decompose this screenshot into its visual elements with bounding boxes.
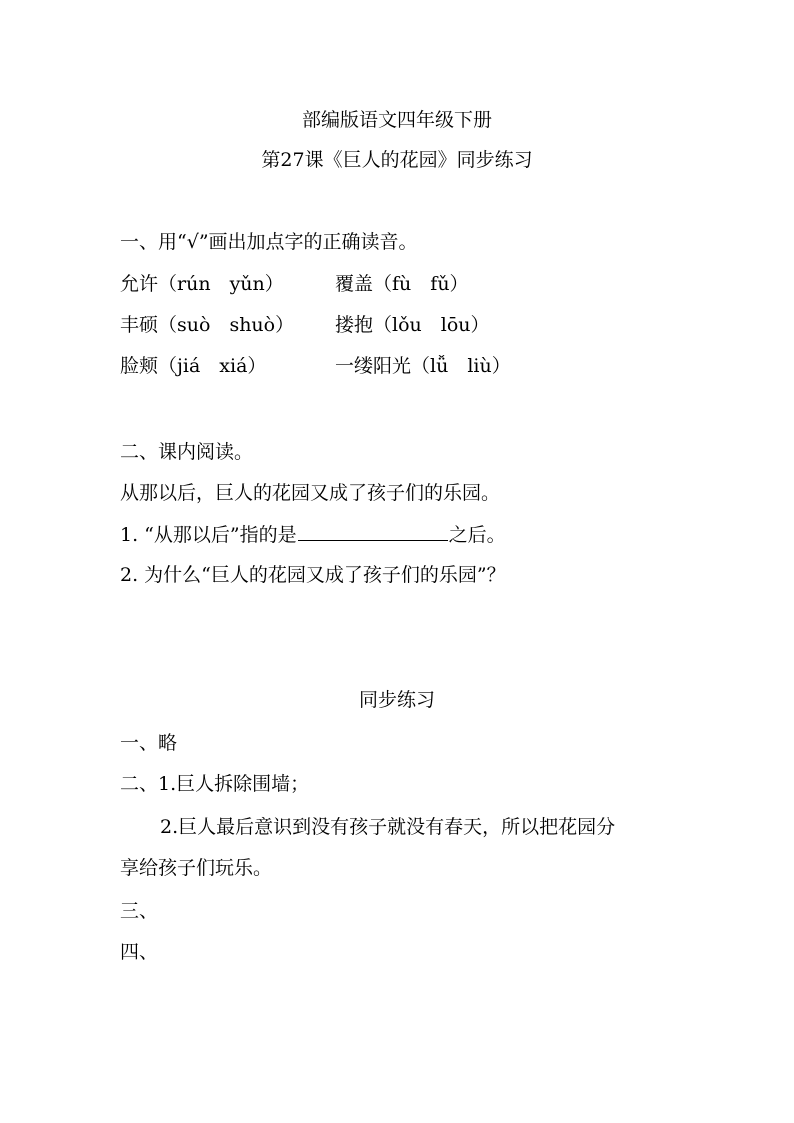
answer-2-2: 2.巨人最后意识到没有孩子就没有春天，所以把花园分 [160, 816, 616, 838]
answers-title: 同步练习 [358, 689, 435, 711]
answer-2-1: 二、1.巨人拆除围墙； [120, 773, 310, 795]
pinyin-word: 允许 [120, 273, 159, 295]
question-1 [120, 522, 506, 547]
question-1-text: 1. “从那以后”指的是 [120, 524, 297, 546]
answer-2-2-continued: 享给孩子们玩乐。 [120, 857, 273, 879]
pinyin-options: （lǚ liù） [411, 355, 511, 377]
pinyin-options: （jiá xiá） [158, 355, 267, 377]
section2-heading: 二、课内阅读。 [120, 441, 254, 463]
pinyin-word: 丰硕 [120, 314, 159, 336]
pinyin-options: （lǒu lōu） [373, 314, 490, 336]
pinyin-word: 覆盖 [335, 273, 374, 295]
pinyin-word: 脸颊 [120, 355, 159, 377]
pinyin-word: 搂抱 [335, 314, 374, 336]
pinyin-options: （fù fǔ） [373, 273, 469, 295]
reading-passage: 从那以后，巨人的花园又成了孩子们的乐园。 [120, 482, 501, 504]
answer-1: 一、略 [120, 732, 178, 754]
answer-blank[interactable] [298, 522, 448, 541]
answer-4: 四、 [120, 941, 159, 963]
question-1-suffix: 之后。 [448, 524, 506, 546]
pinyin-item [120, 272, 284, 296]
pinyin-item [120, 354, 266, 378]
answer-3: 三、 [120, 900, 159, 922]
pinyin-item [335, 313, 490, 337]
section1-heading: 一、用“√”画出加点字的正确读音。 [120, 231, 418, 253]
question-2: 2. 为什么“巨人的花园又成了孩子们的乐园”？ [120, 564, 506, 586]
pinyin-item [335, 272, 469, 296]
page-title: 部编版语文四年级下册 [301, 109, 492, 131]
pinyin-word: 一缕阳光 [335, 355, 412, 377]
page-subtitle: 第27课《巨人的花园》同步练习 [261, 149, 533, 171]
pinyin-options: （suò shuò） [158, 314, 295, 336]
pinyin-options: （rún yǔn） [158, 273, 284, 295]
pinyin-item [335, 354, 511, 378]
pinyin-item [120, 313, 294, 337]
